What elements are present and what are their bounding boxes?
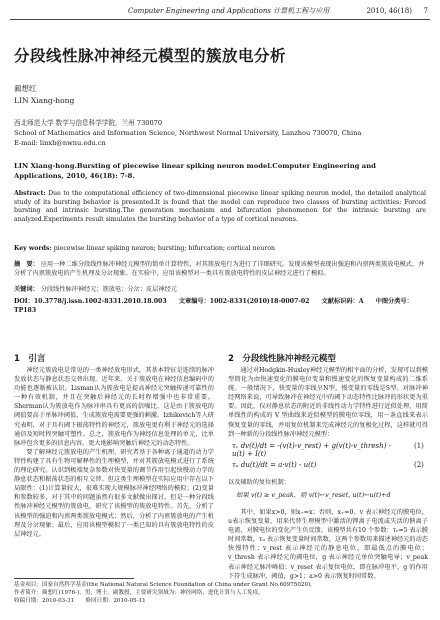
reset-label: 以及辅助的复位机制：: [228, 479, 290, 486]
keywords-cn-label: 关键词：: [14, 286, 39, 293]
keywords-english: [14, 244, 426, 253]
abstract-cn-text: 应用一种二维分段线性脉冲神经元模型的简单计算特性，对其簇放电行为进行了详细研究。发现该模型表现出强迫和内禀两类簇放电模式，并分析了内禀簇放电的产生机理及分岔现象。在实验中，应用该模型对一类具有簇放电特性的皮层神经元进行了模拟。: [14, 261, 425, 277]
citation-english: LIN Xiang-hong.Bursting of piecewise linear spiking neuron model.Computer Engineering and Applications, 2010, 46(18): 7-8.: [14, 162, 376, 180]
keywords-text: piecewise linear spiking neuron; bursting; bifurcation; cortical neuron: [53, 245, 275, 252]
affiliation-english: School of Mathematics and Information Science, Northwest Normal University, Lanzhou 730070, China: [14, 129, 362, 137]
footnote-author-bio: 作者简介：蔺想红(1976-)，男，博士，副教授，主要研究领域为：神经网络，进化计算与人工免疫。: [14, 590, 264, 596]
journal-name: Computer Engineering and Applications 计算机工程与应用: [128, 7, 330, 15]
reset-equation: 如果 v(t) ≥ v_peak，则 v(t)←v_reset, u(t)←u(t)+d: [236, 491, 391, 499]
footnote-rule: [14, 578, 134, 579]
equation-1-number: (1): [414, 442, 424, 450]
page-number: 7: [423, 7, 428, 15]
author-english: LIN Xiang-hong: [14, 96, 75, 105]
parameter-paragraph: 其中，如果x>0，则x₊=x；否则，x₊=0。v 表示神经元的膜电位，u表示恢复变量，用来代替生理模型中激活的钾离子电流或失活的钠离子电流，对膜电位的变化产生负反馈。该模型共有10 个参数：τᵥ=5 表示膜时间常数，τᵤ 表示恢复变量时间常数，这两个参数用来描述神经元的动态快慢特性；v_rest 表示神经元的静息电位，即最低点的膜电位；v_thresh 表示神经元的阈电位，g 表示神经元单位突触电导；v_peak 表示神经元脉冲峰值；v_reset 表示复位电位，即在脉冲电平，g 的作用下符生成脉冲，阈值，g>1；a>0 表示恢复时间常数。: [228, 509, 428, 580]
intro-paragraph-1: 神经元簇放电是常见的一类神经放电形式，其基本特征是连续的脉冲发放状态与静息状态交替出现。近年来，关于簇放电在神经信息编码中的功能也逐渐被认识。Lisman认为簇放电是提高神经元突触传递可靠性的一种有效机制，并且在突触后神经元的长时程增强中也非常重要。Sherman认为簇放电作为脉冲串具有更高的信噪比，这是由于簇放电的阈值要高于单脉冲阈值，生成簇放电需要更强的刺激。Izhikevich等人研究表明，对于具有阈下振荡特性的神经元，簇放电更有利于神经元的选择通信及短时程突触可塑性。总之，簇放电作为神经信息处理的单元，比单脉冲包含更多的信息内容，更大地影响突触后神经元的动态特性。: [14, 367, 214, 447]
document-code: 文献标识码：A: [321, 298, 364, 305]
issue-date: 2010, 46(18): [366, 7, 412, 15]
keywords-chinese: [14, 285, 426, 294]
affiliation-block: [14, 118, 424, 148]
right-column-bottom: [228, 508, 428, 580]
right-column-top: [228, 366, 428, 436]
running-header: [10, 4, 430, 18]
equation-1: τᵥ dv(t)/dt = -(v(t)-v_rest) + g(v(t)-v_thresh) - u(t) + I(t): [232, 442, 391, 458]
keywords-cn-text: 分段线性脉冲神经元；簇放电；分岔；皮层神经元: [40, 286, 177, 293]
abstract-chinese: [14, 260, 426, 278]
paper-title: 分段线性脉冲神经元模型的簇放电分析: [14, 47, 287, 65]
section-1-heading: 1 引言: [14, 354, 46, 364]
intro-paragraph-2: 要了解神经元簇放电的产生机理，研究者基于各种离子通道的动力学特性构建了具有生物可解释性的生理模型，并对其簇放电模式进行了系统的理论研究。认识到极端复杂参数对快变量的调节作用引起快慢动力学的静息状态和振荡状态的相互交替。但这类生理模型在实际应用中存在以下局限性：(1)计算量较大，很难实现大规模脉冲神经网络的模拟；(2)变量和参数较多，对于其中的问题虽然有很多文献做出探讨，但是一种分段线性脉冲神经元模型的簇放电，研究了该模型的簇放电特性。首先，分析了该模型的强迫和内禀两类簇放电模式；然后，分析了内禀簇放电的产生机理及分岔现象；最后，应用该模型模拟了一类已知的具有簇放电特性的皮层神经元。: [14, 448, 214, 538]
keywords-label: Key words:: [14, 245, 52, 252]
affiliation-chinese: 西北师范大学 数学与信息科学学院，兰州 730070: [14, 119, 163, 127]
left-column: [14, 366, 214, 574]
abstract-english: [14, 190, 426, 224]
classification-number: 中图分类号：TP183: [14, 298, 413, 314]
header-rule: [10, 19, 430, 20]
article-number: 文章编号：1002-8331(2010)18-0007-02: [178, 298, 310, 305]
abstract-text: Due to the computational efficiency of two-dimensional piecewise linear spiking neuron model, the detailed analytical study of its bursting behavior is presented.It is found that the model can reproduce two classes of bursting activities: Forced bursting and intrinsic bursting.The generation mechanism and bifurcation phenomenon for the intrinsic bursting are analyzed.Experiments result simulates the bursting behavior of a type of cortical neurons.: [14, 190, 426, 223]
abstract-cn-label: 摘 要：: [14, 261, 39, 268]
footnote-funding: 基金项目：国家自然科学基金(the National Natural Science Foundation of China under Grant No.60975020)。: [14, 582, 316, 588]
footnotes: [14, 581, 426, 605]
article-meta: [14, 297, 426, 315]
doi: DOI：10.3778/j.issn.1002-8331.2010.18.003: [14, 298, 167, 305]
model-paragraph: 通过对Hodgkin-Huxley神经元模型的相平面的分析，发现可以将模型简化为由快速变化的膜电位变量和慢速变化的恢复变量构成的二维系统。一般情况下，快变量的零线呈N型，慢变量的零线是S型。对脉冲神经网络来说，可导致脉冲在神经元中的阈下动态特性比脉冲的形状更为重要。因此，仅对静息状态的附近的非线性动力学特性进行近似处理，用简单线性的构成的 V 型曲线来近似模型的膜电位零线，用一条直线来表示恢复变量的零线，并用复位机制来完成神经元的复极化过程，这样就可得到一种新的分段线性脉冲神经元模型：: [228, 367, 428, 438]
author-email: E-mail: linxh@nwnu.edu.cn: [14, 139, 106, 147]
author-chinese: 蔺想红: [14, 84, 37, 93]
abstract-label: Abstract:: [14, 190, 46, 197]
equation-2-number: (2): [414, 461, 424, 469]
section-2-heading: 2 分段线性脉冲神经元模型: [228, 354, 336, 364]
footnote-dates: 收稿日期：2010-03-31 修回日期：2010-05-11: [14, 598, 146, 604]
equation-2: τᵤ du(t)/dt = a·v(t) - u(t): [232, 461, 317, 469]
